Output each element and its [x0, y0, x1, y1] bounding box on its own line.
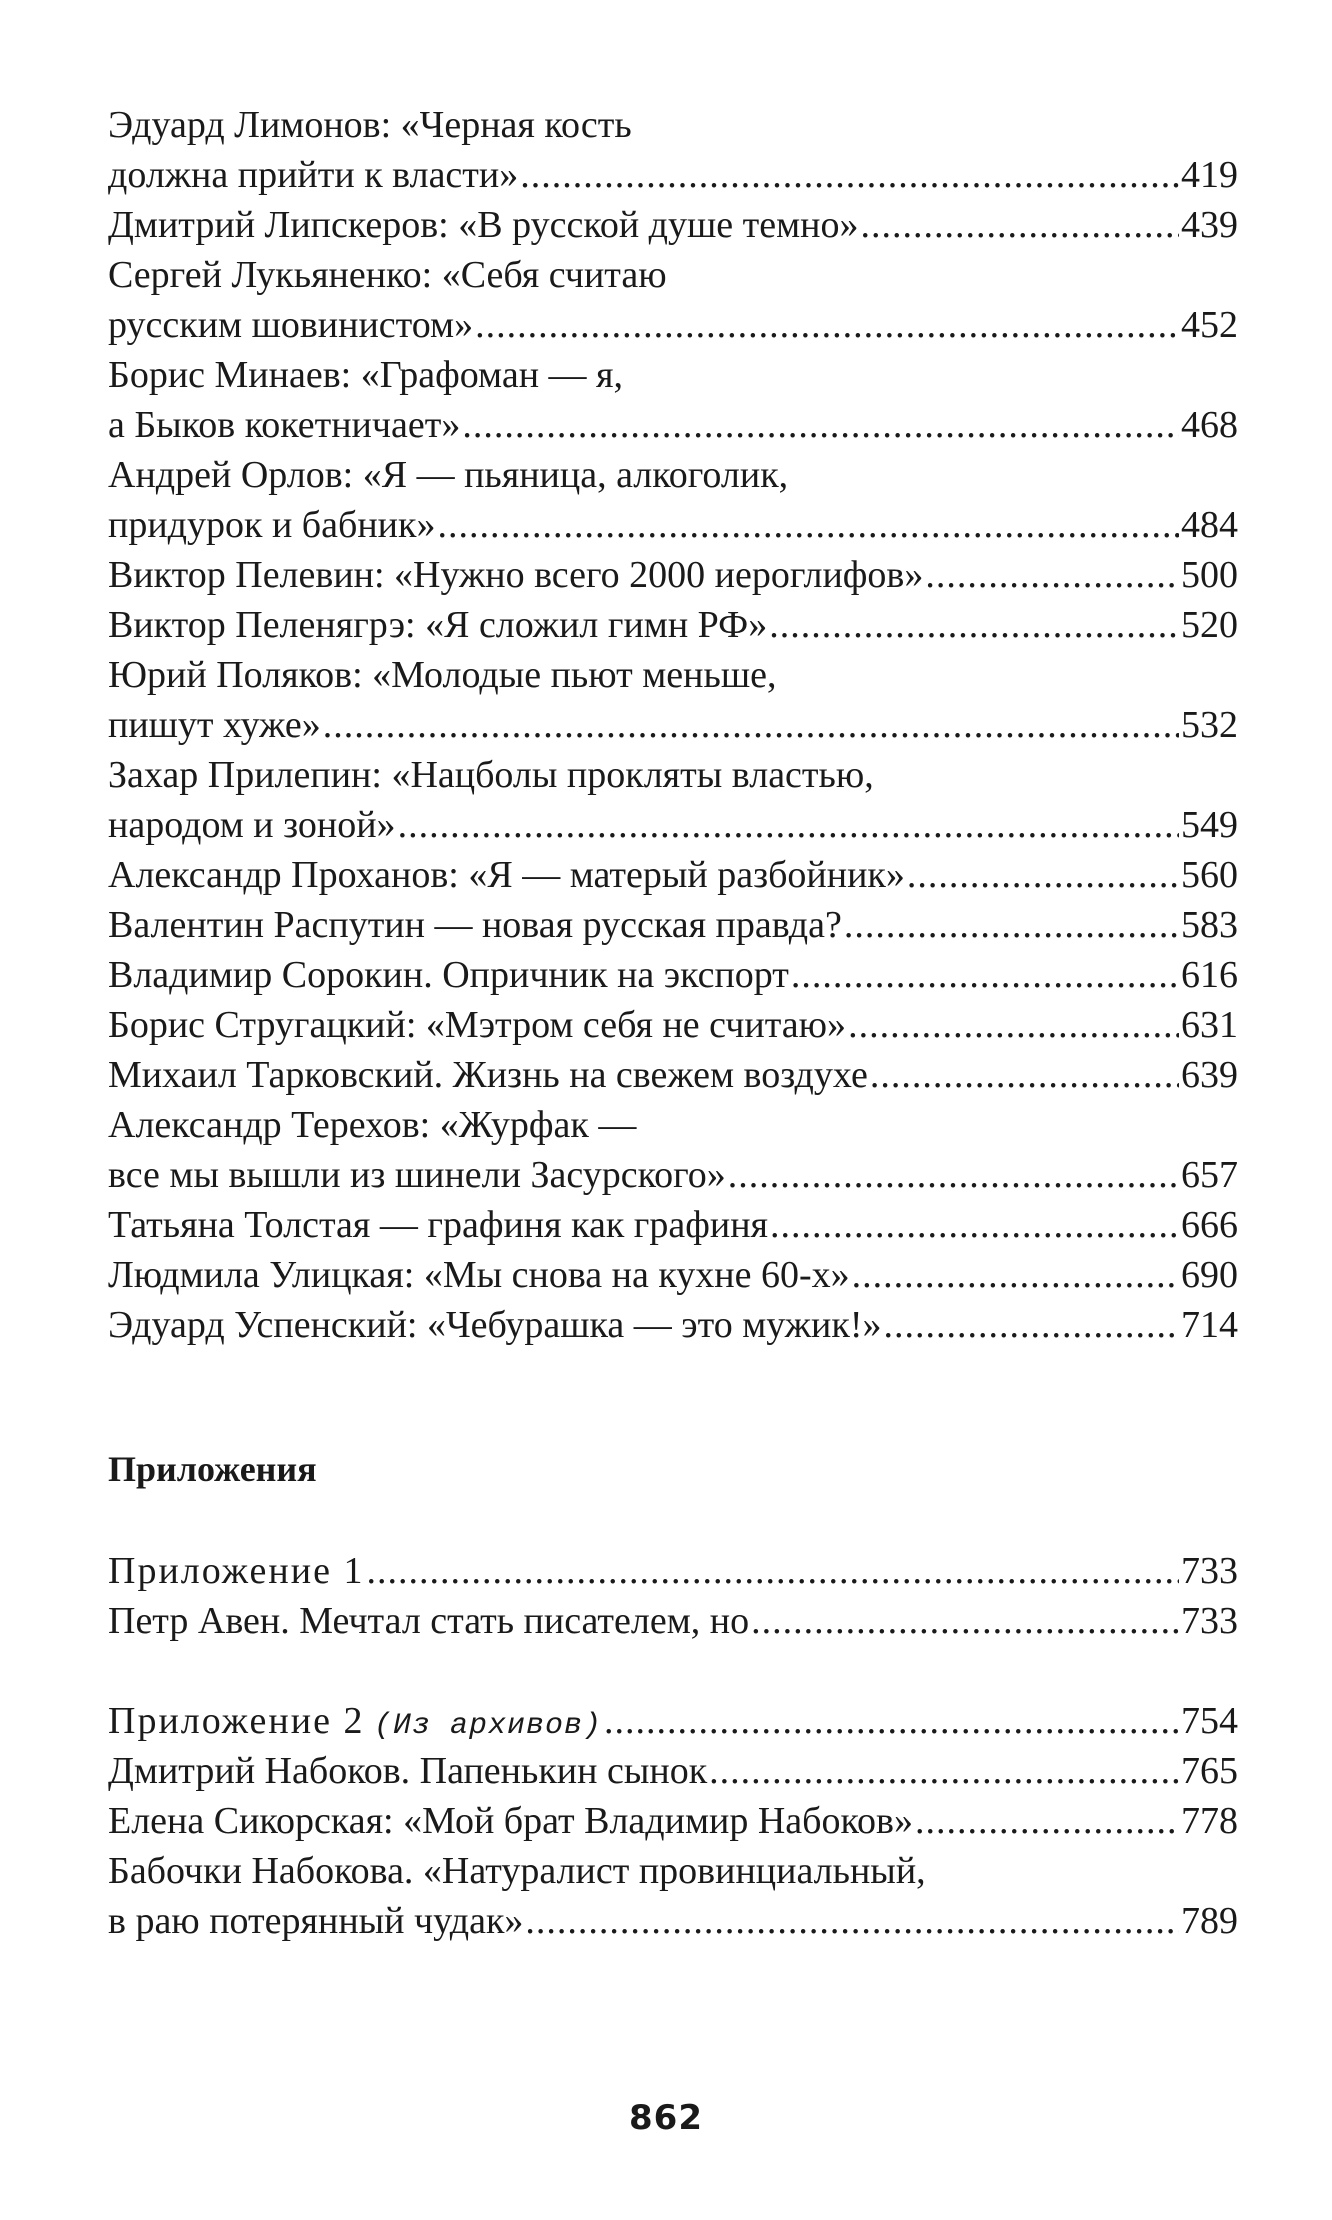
toc-entry	[108, 500, 1238, 550]
toc-entry-title: Борис Минаев: «Графоман — я,	[108, 354, 624, 396]
dot-leader	[525, 1896, 1179, 1946]
toc-page-number: 789	[1181, 1900, 1238, 1942]
toc-entry-title: придурок и бабник»	[108, 504, 436, 546]
toc-entry-title: Юрий Поляков: «Молодые пьют меньше,	[108, 654, 777, 696]
toc-entry	[108, 1596, 1238, 1646]
toc-entry	[108, 1050, 1238, 1100]
toc-entry-title: Дмитрий Липскеров: «В русской душе темно»	[108, 204, 859, 246]
dot-leader	[462, 400, 1179, 450]
toc-page-number: 549	[1181, 804, 1238, 846]
dot-leader	[770, 1200, 1179, 1250]
dot-leader	[907, 850, 1179, 900]
toc-entry-title: пишут хуже»	[108, 704, 321, 746]
toc-entry-first-line	[108, 750, 1238, 800]
appendix-heading-label: Приложение 1	[108, 1550, 365, 1592]
toc-entry-title: в раю потерянный чудак»	[108, 1900, 524, 1942]
toc-entry	[108, 850, 1238, 900]
toc-page-number: 439	[1181, 204, 1238, 246]
toc-page-number: 500	[1181, 554, 1238, 596]
toc-page-number: 690	[1181, 1254, 1238, 1296]
toc-page-number: 714	[1181, 1304, 1238, 1346]
toc-entry	[108, 800, 1238, 850]
toc-entry-title: а Быков кокетничает»	[108, 404, 461, 446]
toc-page-number: 616	[1181, 954, 1238, 996]
toc-entry-title: все мы вышли из шинели Засурского»	[108, 1154, 726, 1196]
toc-entry-title: Андрей Орлов: «Я — пьяница, алкоголик,	[108, 454, 789, 496]
toc-entry-title: должна прийти к власти»	[108, 154, 519, 196]
toc-entry	[108, 400, 1238, 450]
toc-entry-title: русским шовинистом»	[108, 304, 474, 346]
toc-entry-first-line	[108, 100, 1238, 150]
toc-page-number: 560	[1181, 854, 1238, 896]
dot-leader	[852, 1250, 1179, 1300]
toc-entry-first-line	[108, 250, 1238, 300]
toc-entry	[108, 700, 1238, 750]
dot-leader	[791, 950, 1179, 1000]
dot-leader	[475, 300, 1179, 350]
toc-entry-title: Елена Сикорская: «Мой брат Владимир Набоков»	[108, 1800, 913, 1842]
toc-page-number: 765	[1181, 1750, 1238, 1792]
toc-entry	[108, 150, 1238, 200]
toc-entry-title: Дмитрий Набоков. Папенькин сынок	[108, 1750, 708, 1792]
toc-entry-title: Бабочки Набокова. «Натуралист провинциальный,	[108, 1850, 926, 1892]
toc-page-number: 639	[1181, 1054, 1238, 1096]
toc-entry	[108, 1200, 1238, 1250]
toc-entry	[108, 1000, 1238, 1050]
dot-leader	[870, 1050, 1179, 1100]
toc-page-number: 452	[1181, 304, 1238, 346]
appendix-heading	[108, 1696, 1238, 1746]
toc-page-number: 468	[1181, 404, 1238, 446]
toc-entry-title: Михаил Тарковский. Жизнь на свежем воздухе	[108, 1054, 868, 1096]
toc-page-number: 520	[1181, 604, 1238, 646]
toc-page-number: 631	[1181, 1004, 1238, 1046]
toc-entry-title: Эдуард Успенский: «Чебурашка — это мужик!»	[108, 1304, 882, 1346]
toc-page-number: 657	[1181, 1154, 1238, 1196]
toc-entry	[108, 1796, 1238, 1846]
dot-leader	[604, 1696, 1179, 1746]
toc-entry-title: Татьяна Толстая — графиня как графиня	[108, 1204, 769, 1246]
toc-page-number: 666	[1181, 1204, 1238, 1246]
toc-entry-title: народом и зоной»	[108, 804, 396, 846]
dot-leader	[844, 900, 1179, 950]
toc-entry	[108, 1150, 1238, 1200]
dot-leader	[915, 1796, 1179, 1846]
dot-leader	[861, 200, 1180, 250]
dot-leader	[437, 500, 1179, 550]
dot-leader	[520, 150, 1179, 200]
page-number: 862	[629, 2098, 703, 2138]
toc-entry	[108, 950, 1238, 1000]
toc-page-number: 733	[1181, 1600, 1238, 1642]
dot-leader	[769, 600, 1179, 650]
toc-entry-title: Сергей Лукьяненко: «Себя считаю	[108, 254, 667, 296]
dot-leader	[883, 1300, 1179, 1350]
appendix-heading	[108, 1546, 1238, 1596]
toc-entry-title: Петр Авен. Мечтал стать писателем, но	[108, 1600, 750, 1642]
dot-leader	[709, 1746, 1179, 1796]
appendix-1-list	[108, 1546, 1238, 1646]
toc-entry-title: Эдуард Лимонов: «Черная кость	[108, 104, 632, 146]
appendix-heading-text	[108, 1696, 602, 1751]
toc-entry	[108, 1896, 1238, 1946]
toc-entry-first-line	[108, 1100, 1238, 1150]
toc-entry-title: Александр Проханов: «Я — матерый разбойник»	[108, 854, 905, 896]
toc-entry-first-line	[108, 1846, 1238, 1896]
toc-entry	[108, 1300, 1238, 1350]
dot-leader	[323, 700, 1179, 750]
table-of-contents	[108, 100, 1238, 1350]
appendix-heading-note: (Из архивов)	[373, 1709, 602, 1743]
dot-leader	[728, 1150, 1179, 1200]
appendix-heading-label: Приложение 2	[108, 1700, 365, 1742]
toc-page-number: 532	[1181, 704, 1238, 746]
dot-leader	[848, 1000, 1179, 1050]
toc-entry-title: Людмила Улицкая: «Мы снова на кухне 60-х»	[108, 1254, 850, 1296]
toc-entry-title: Валентин Распутин — новая русская правда?	[108, 904, 842, 946]
toc-entry	[108, 1746, 1238, 1796]
toc-page-number: 754	[1181, 1700, 1238, 1742]
toc-page-number: 733	[1181, 1550, 1238, 1592]
toc-entry	[108, 550, 1238, 600]
toc-entry	[108, 600, 1238, 650]
section-heading-appendices: Приложения	[108, 1449, 317, 1489]
toc-entry-first-line	[108, 450, 1238, 500]
toc-entry-title: Борис Стругацкий: «Мэтром себя не считаю»	[108, 1004, 847, 1046]
dot-leader	[751, 1596, 1179, 1646]
toc-entry	[108, 1250, 1238, 1300]
toc-page-number: 583	[1181, 904, 1238, 946]
toc-page-number: 484	[1181, 504, 1238, 546]
dot-leader	[925, 550, 1179, 600]
toc-entry-first-line	[108, 650, 1238, 700]
toc-entry-title: Захар Прилепин: «Нацболы прокляты властью,	[108, 754, 874, 796]
toc-entry	[108, 200, 1238, 250]
toc-entry-title: Виктор Пелевин: «Нужно всего 2000 иероглифов»	[108, 554, 924, 596]
toc-entry	[108, 900, 1238, 950]
dot-leader	[398, 800, 1179, 850]
toc-entry-title: Александр Терехов: «Журфак —	[108, 1104, 637, 1146]
toc-page-number: 419	[1181, 154, 1238, 196]
dot-leader	[366, 1546, 1179, 1596]
toc-entry-title: Владимир Сорокин. Опричник на экспорт	[108, 954, 789, 996]
toc-entry-first-line	[108, 350, 1238, 400]
toc-page-number: 778	[1181, 1800, 1238, 1842]
toc-entry	[108, 300, 1238, 350]
toc-entry-title: Виктор Пеленягрэ: «Я сложил гимн РФ»	[108, 604, 768, 646]
appendix-2-list	[108, 1696, 1238, 1946]
